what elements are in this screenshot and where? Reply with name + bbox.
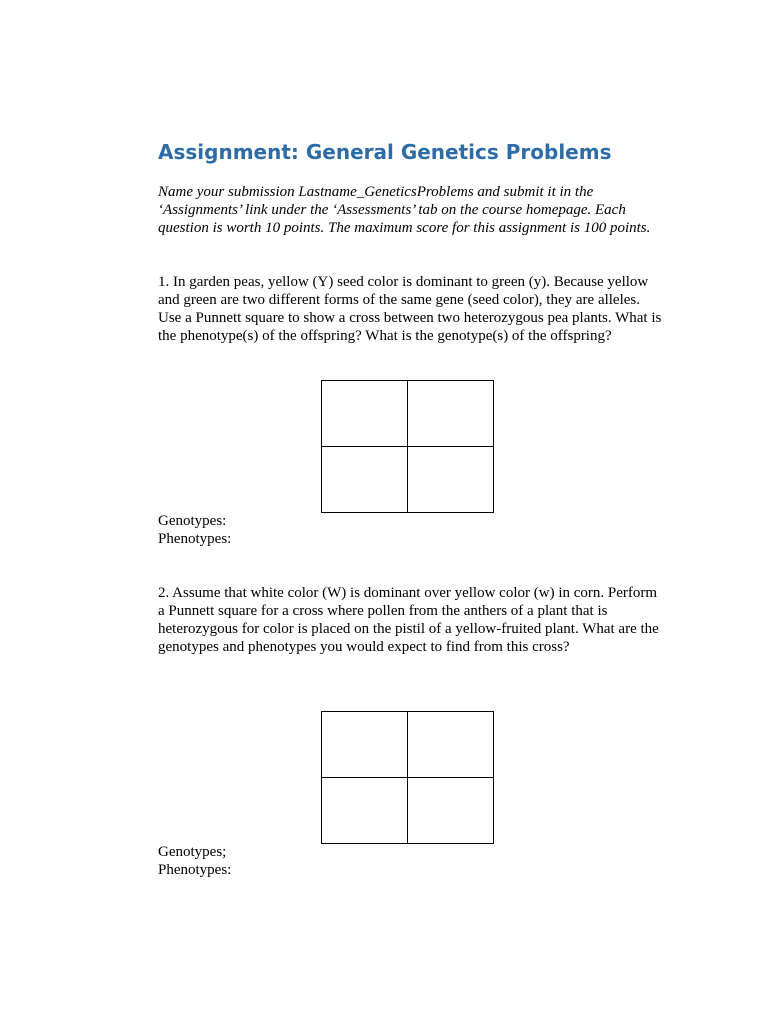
punnett-cell[interactable] — [408, 447, 494, 513]
punnett-cell[interactable] — [322, 381, 408, 447]
punnett-cell[interactable] — [408, 712, 494, 778]
question-1-text: 1. In garden peas, yellow (Y) seed color is dominant to green (y). Because yellow and green are two different forms of the same gene (seed color), they are alleles. Use a Punnett square to show a cross between two heterozygous pea plants. What is the phenotype(s) of the offspring? What is the genotype(s) of the offspring? — [158, 274, 662, 344]
punnett-square-2[interactable] — [321, 711, 494, 844]
punnett-cell[interactable] — [322, 778, 408, 844]
submission-instructions: Name your submission Lastname_GeneticsProblems and submit it in the ‘Assignments’ link under the ‘Assessments’ tab on the course homepage. Each question is worth 10 points. The maximum score for this assignment is 100 points. — [158, 184, 651, 236]
punnett-square-1[interactable] — [321, 380, 494, 513]
question-1-answers — [158, 512, 231, 548]
phenotypes-label: Phenotypes: — [158, 862, 232, 878]
genotypes-label: Genotypes: — [158, 513, 227, 529]
genotypes-label: Genotypes; — [158, 844, 227, 860]
question-2-answers — [158, 843, 231, 879]
punnett-cell[interactable] — [408, 381, 494, 447]
question-2-text: 2. Assume that white color (W) is dominant over yellow color (w) in corn. Perform a Punnett square for a cross where pollen from the anthers of a plant that is heterozygous for color is placed on the pistil of a yellow-fruited plant. What are the genotypes and phenotypes you would expect to find from this cross? — [158, 585, 659, 655]
punnett-cell[interactable] — [322, 447, 408, 513]
page-title: Assignment: General Genetics Problems — [158, 140, 612, 164]
punnett-cell[interactable] — [408, 778, 494, 844]
punnett-cell[interactable] — [322, 712, 408, 778]
phenotypes-label: Phenotypes: — [158, 531, 232, 547]
